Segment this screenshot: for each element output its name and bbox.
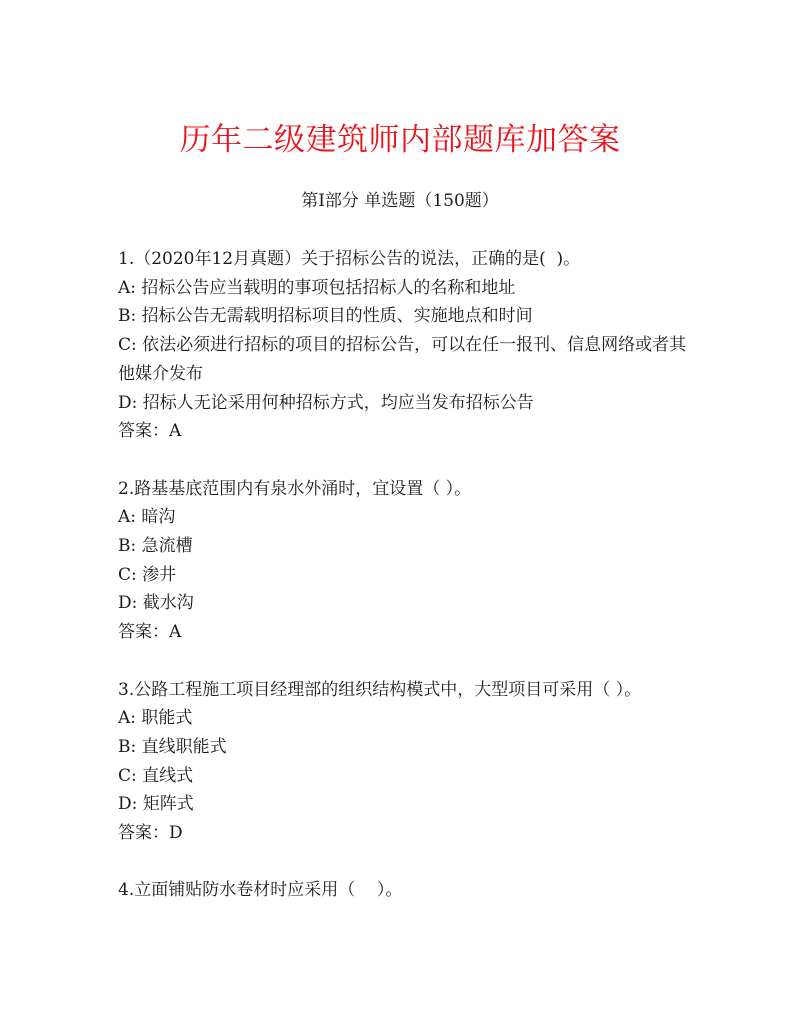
question-stem: 1.（2020年12月真题）关于招标公告的说法，正确的是( )。	[118, 249, 581, 269]
answer-line: 答案：D	[118, 823, 183, 844]
option-a: A: 招标公告应当载明的事项包括招标人的名称和地址	[118, 277, 516, 298]
document-title: 历年二级建筑师内部题库加答案	[179, 122, 621, 158]
question-item	[118, 876, 688, 905]
question-stem: 3.公路工程施工项目经理部的组织结构模式中，大型项目可采用（ ）。	[118, 679, 642, 700]
section-heading: 第Ⅰ部分 单选题（150题）	[301, 191, 499, 211]
question-item	[118, 676, 688, 848]
answer-line: 答案：A	[118, 622, 182, 643]
option-c: C: 渗井	[118, 564, 177, 585]
option-b: B: 急流槽	[118, 536, 193, 557]
answer-line: 答案：A	[118, 421, 182, 442]
option-a: A: 暗沟	[118, 507, 176, 528]
option-a: A: 职能式	[118, 708, 193, 729]
question-stem: 2.路基基底范围内有泉水外涌时，宜设置（ ）。	[118, 478, 472, 499]
question-item	[118, 475, 688, 647]
option-b: B: 招标公告无需载明招标项目的性质、实施地点和时间	[118, 306, 533, 327]
option-b: B: 直线职能式	[118, 736, 227, 757]
option-d: D: 矩阵式	[118, 794, 194, 815]
option-c: C: 依法必须进行招标的项目的招标公告，可以在任一报刊、信息网络或者其他媒介发布	[118, 335, 687, 384]
option-d: D: 截水沟	[118, 593, 194, 614]
option-d: D: 招标人无论采用何种招标方式，均应当发布招标公告	[118, 392, 534, 413]
question-item	[118, 245, 688, 446]
question-stem: 4.立面铺贴防水卷材时应采用（ ）。	[118, 880, 403, 901]
question-list	[118, 245, 688, 905]
option-c: C: 直线式	[118, 765, 194, 786]
